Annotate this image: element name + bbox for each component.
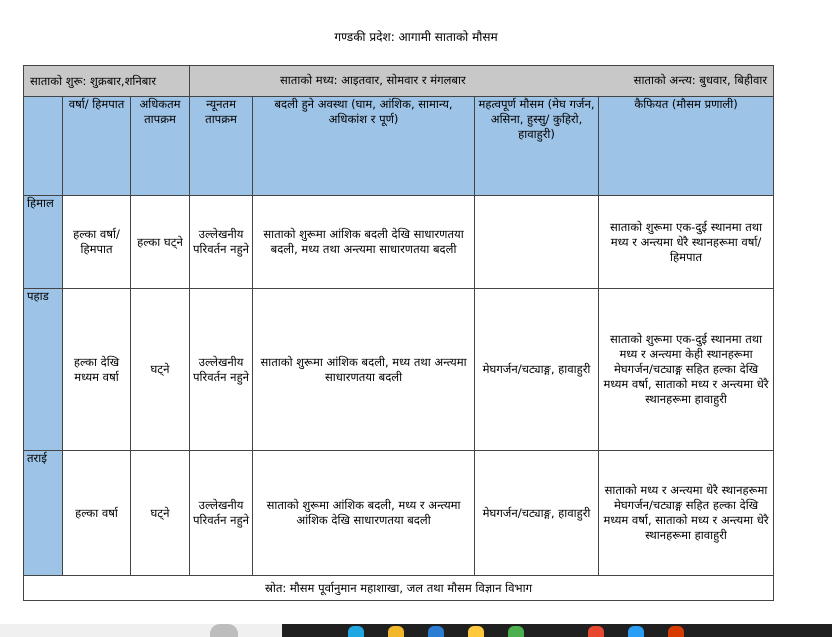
maxtemp-cell: हल्का घट्ने: [131, 196, 190, 289]
browser-icon[interactable]: [348, 626, 364, 637]
weather-table: [23, 65, 774, 601]
cloud-cell: साताको शुरूमा आंशिक बदली देखि साधारणतया बदली, मध्य तथा अन्त्यमा साधारणतया बदली: [253, 196, 475, 289]
mintemp-cell: उल्लेखनीय परिवर्तन नहुने: [190, 196, 253, 289]
folder-icon[interactable]: [388, 626, 404, 637]
col-header-cloud: बदली हुने अवस्था (घाम, आंशिक, सामान्य, अधिकांश र पूर्ण): [253, 97, 475, 196]
weather-cell: मेघगर्जन/चट्याङ्ग, हावाहुरी: [475, 451, 599, 576]
rain-cell: हल्का वर्षा/ हिमपात: [63, 196, 131, 289]
mail-icon[interactable]: [628, 626, 644, 637]
weather-cell: [475, 196, 599, 289]
wallpaper-thumbnail: [210, 624, 238, 637]
week-period-row: [24, 66, 774, 97]
source-note: स्रोत: मौसम पूर्वानुमान महाशाखा, जल तथा मौसम विज्ञान विभाग: [24, 576, 774, 601]
column-header-row: [24, 97, 774, 196]
col-header-remark: कैफियत (मौसम प्रणाली): [599, 97, 774, 196]
week-start-header: साताको शुरू: शुक्रबार,शनिबार: [24, 66, 190, 97]
maxtemp-cell: घट्ने: [131, 451, 190, 576]
rain-cell: हल्का देखि मध्यम वर्षा: [63, 289, 131, 451]
region-cell: पहाड: [24, 289, 63, 451]
region-cell: तराई: [24, 451, 63, 576]
maxtemp-cell: घट्ने: [131, 289, 190, 451]
taskbar: [0, 624, 832, 637]
taskbar-dark-area: [282, 624, 832, 637]
table-row: [24, 451, 774, 576]
cloud-cell: साताको शुरूमा आंशिक बदली, मध्य र अन्त्यमा आंशिक देखि साधारणतया बदली: [253, 451, 475, 576]
source-row: [24, 576, 774, 601]
week-middle-label: साताको मध्य: आइतवार, सोमवार र मंगलबार: [280, 73, 466, 87]
mintemp-cell: उल्लेखनीय परिवर्तन नहुने: [190, 451, 253, 576]
weather-cell: मेघगर्जन/चट्याङ्ग, हावाहुरी: [475, 289, 599, 451]
col-header-rain: वर्षा/ हिमपात: [63, 97, 131, 196]
remark-cell: साताको शुरूमा एक-दुई स्थानमा तथा मध्य र अन्त्यमा केही स्थानहरूमा मेघगर्जन/चट्याङ्ग सहित हल्का देखि मध्यम वर्षा, साताको मध्य र अन्त्यमा धेरै स्थानहरूमा हावाहुरी: [599, 289, 774, 451]
col-header-maxtemp: अधिकतम तापक्रम: [131, 97, 190, 196]
table-row: [24, 289, 774, 451]
table-row: [24, 196, 774, 289]
chrome-icon[interactable]: [508, 626, 524, 637]
word-icon[interactable]: [428, 626, 444, 637]
region-header-cell: [24, 97, 63, 196]
week-mid-end-header: [190, 66, 774, 97]
col-header-weather: महत्वपूर्ण मौसम (मेघ गर्जन, असिना, हुस्सु/ कुहिरो, हावाहुरी): [475, 97, 599, 196]
rain-cell: हल्का वर्षा: [63, 451, 131, 576]
mintemp-cell: उल्लेखनीय परिवर्तन नहुने: [190, 289, 253, 451]
sticky-icon[interactable]: [468, 626, 484, 637]
region-cell: हिमाल: [24, 196, 63, 289]
week-end-label: साताको अन्त्य: बुधवार, बिहीवार: [633, 73, 768, 87]
remark-cell: साताको मध्य र अन्त्यमा धेरै स्थानहरूमा मेघगर्जन/चट्याङ्ग सहित हल्का देखि मध्यम वर्षा, साताको मध्य र अन्त्यमा धेरै स्थानहरूमा हावाहुरी: [599, 451, 774, 576]
remark-cell: साताको शुरूमा एक-दुई स्थानमा तथा मध्य र अन्त्यमा धेरै स्थानहरूमा वर्षा/ हिमपात: [599, 196, 774, 289]
col-header-mintemp: न्यूनतम तापक्रम: [190, 97, 253, 196]
page-title: गण्डकी प्रदेश: आगामी साताको मौसम: [334, 30, 498, 44]
cloud-cell: साताको शुरूमा आंशिक बदली, मध्य तथा अन्त्यमा साधारणतया बदली: [253, 289, 475, 451]
powerpoint-icon[interactable]: [668, 626, 684, 637]
app-icon[interactable]: [588, 626, 604, 637]
